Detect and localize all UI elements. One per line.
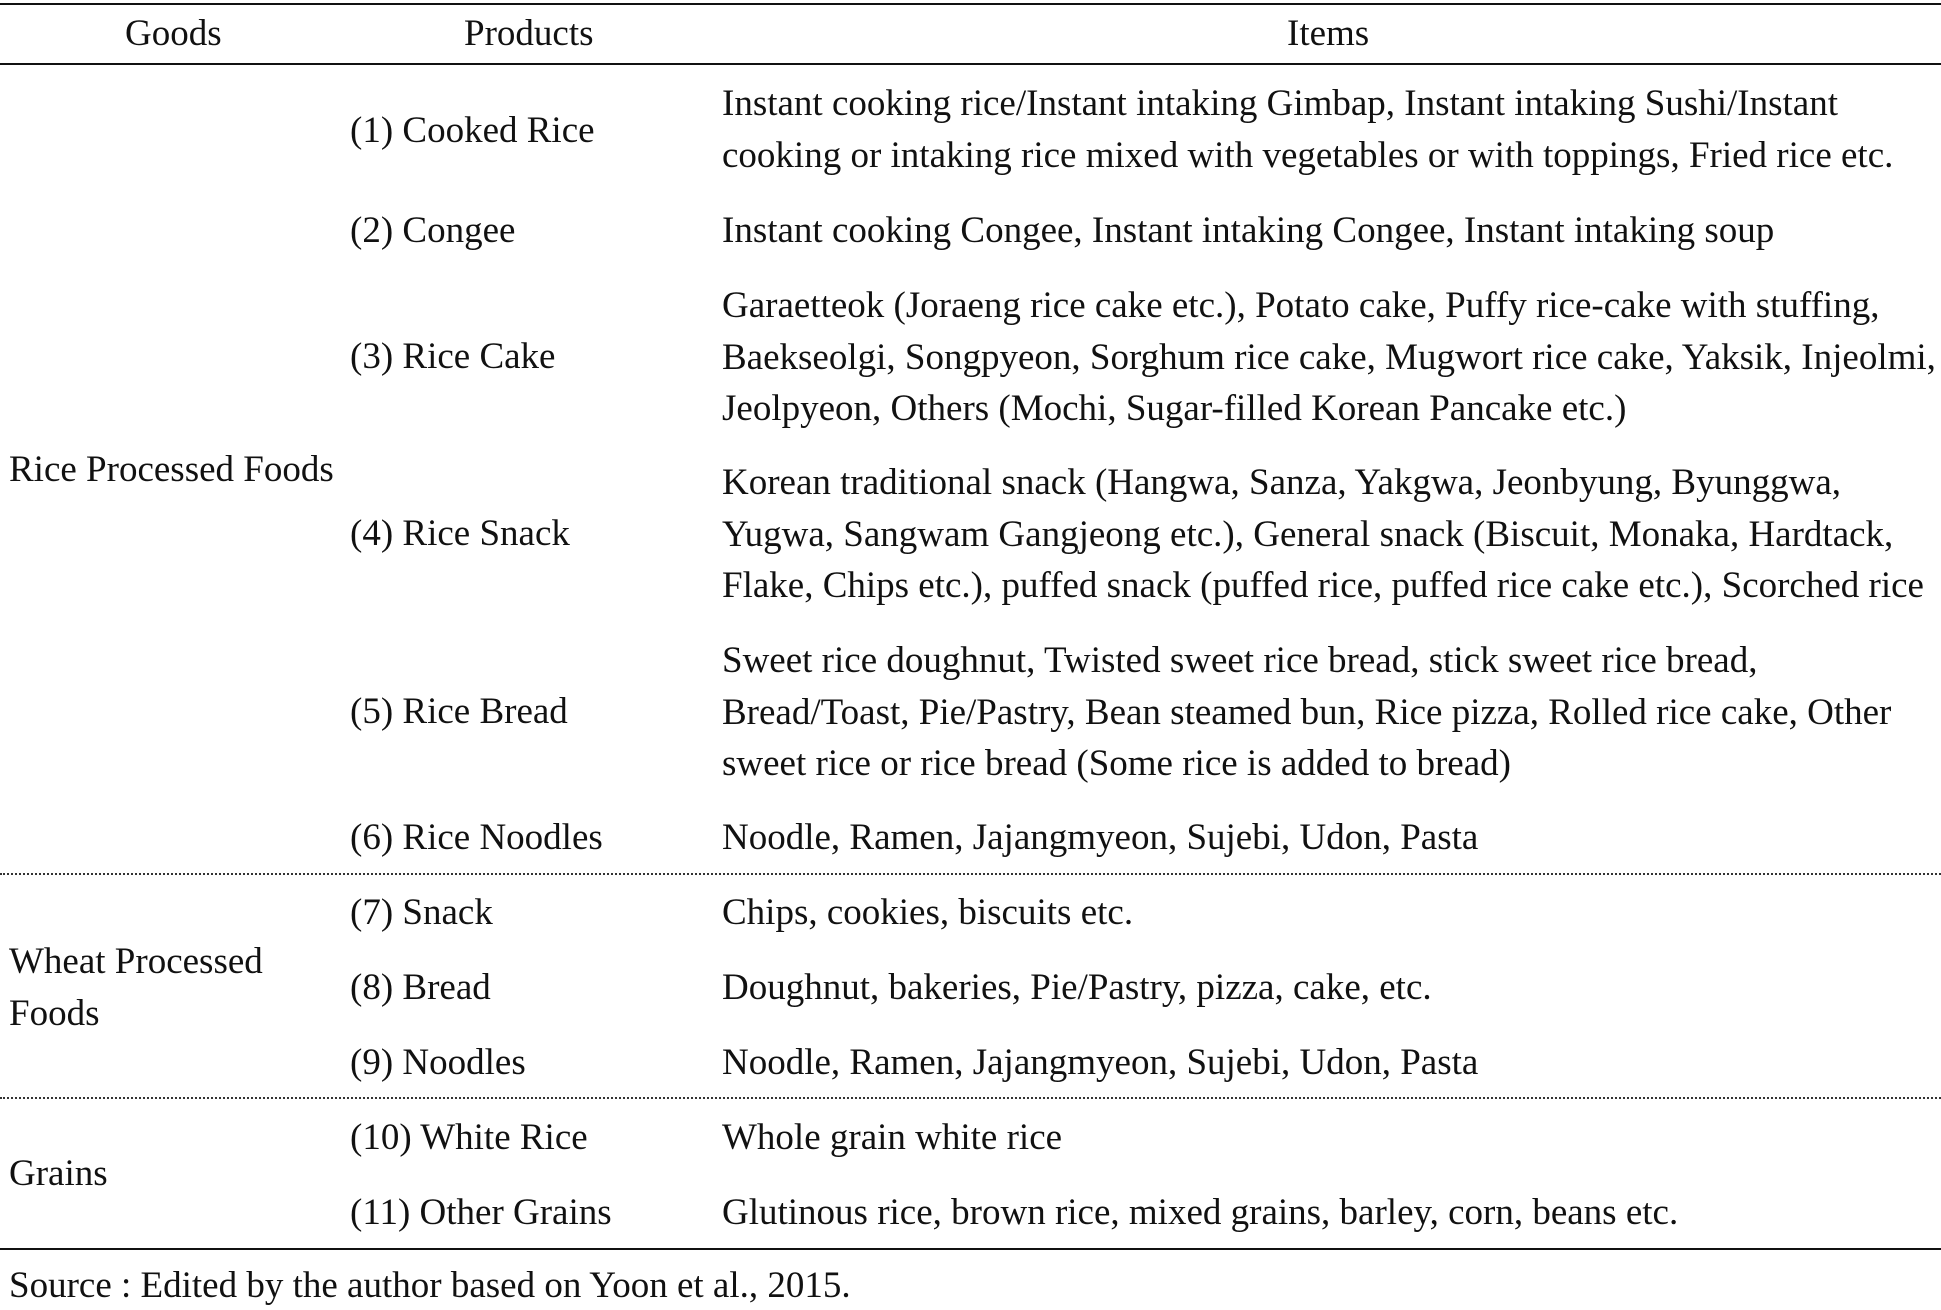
product-white-rice: (10) White Rice	[350, 1117, 588, 1158]
items-white-rice: Whole grain white rice	[722, 1117, 1063, 1158]
source-note: Source : Edited by the author based on Yoon et al., 2015.	[9, 1265, 851, 1306]
group-divider-2	[0, 1097, 1941, 1099]
header-goods: Goods	[125, 13, 222, 54]
items-congee: Instant cooking Congee, Instant intaking Congee, Instant intaking soup	[722, 210, 1775, 251]
product-rice-cake: (3) Rice Cake	[350, 336, 556, 377]
items-rice-snack: Korean traditional snack (Hangwa, Sanza, Yakgwa, Jeonbyung, Byunggwa, Yugwa, Sangwam Gangjeong etc.), General snack (Biscuit, Monaka, Hardtack, Flake, Chips etc.), puffed snack (puffed rice, puffed rice cake etc.), Scorched rice	[722, 462, 1924, 606]
header-products: Products	[464, 13, 594, 54]
header-rule	[0, 63, 1941, 65]
product-rice-noodles: (6) Rice Noodles	[350, 817, 603, 858]
product-other-grains: (11) Other Grains	[350, 1192, 612, 1233]
product-rice-bread: (5) Rice Bread	[350, 691, 568, 732]
product-snack: (7) Snack	[350, 892, 493, 933]
group-divider-1	[0, 873, 1941, 875]
items-rice-cake: Garaetteok (Joraeng rice cake etc.), Potato cake, Puffy rice-cake with stuffing, Baekseolgi, Songpyeon, Sorghum rice cake, Mugwort rice cake, Yaksik, Injeolmi, Jeolpyeon, Others (Mochi, Sugar-filled Korean Pancake etc.)	[722, 285, 1936, 429]
top-rule	[0, 3, 1941, 5]
goods-wheat-processed-foods: Wheat Processed Foods	[9, 941, 263, 1034]
goods-rice-processed-foods: Rice Processed Foods	[9, 449, 334, 490]
product-bread: (8) Bread	[350, 967, 491, 1008]
items-rice-bread: Sweet rice doughnut, Twisted sweet rice bread, stick sweet rice bread, Bread/Toast, Pie/Pastry, Bean steamed bun, Rice pizza, Rolled rice cake, Other sweet rice or rice bread (Some rice is added to bread)	[722, 640, 1892, 784]
table-header	[0, 8, 1941, 60]
items-rice-noodles: Noodle, Ramen, Jajangmyeon, Sujebi, Udon, Pasta	[722, 817, 1479, 858]
product-congee: (2) Congee	[350, 210, 516, 251]
product-noodles: (9) Noodles	[350, 1042, 526, 1083]
header-items: Items	[1287, 13, 1370, 54]
items-bread: Doughnut, bakeries, Pie/Pastry, pizza, cake, etc.	[722, 967, 1432, 1008]
bottom-rule	[0, 1248, 1941, 1250]
product-rice-snack: (4) Rice Snack	[350, 513, 570, 554]
goods-grains: Grains	[9, 1153, 108, 1194]
items-cooked-rice: Instant cooking rice/Instant intaking Gimbap, Instant intaking Sushi/Instant cooking or intaking rice mixed with vegetables or with toppings, Fried rice etc.	[722, 83, 1894, 176]
product-cooked-rice: (1) Cooked Rice	[350, 110, 595, 151]
items-other-grains: Glutinous rice, brown rice, mixed grains, barley, corn, beans etc.	[722, 1192, 1679, 1233]
items-noodles: Noodle, Ramen, Jajangmyeon, Sujebi, Udon, Pasta	[722, 1042, 1479, 1083]
items-snack: Chips, cookies, biscuits etc.	[722, 892, 1134, 933]
